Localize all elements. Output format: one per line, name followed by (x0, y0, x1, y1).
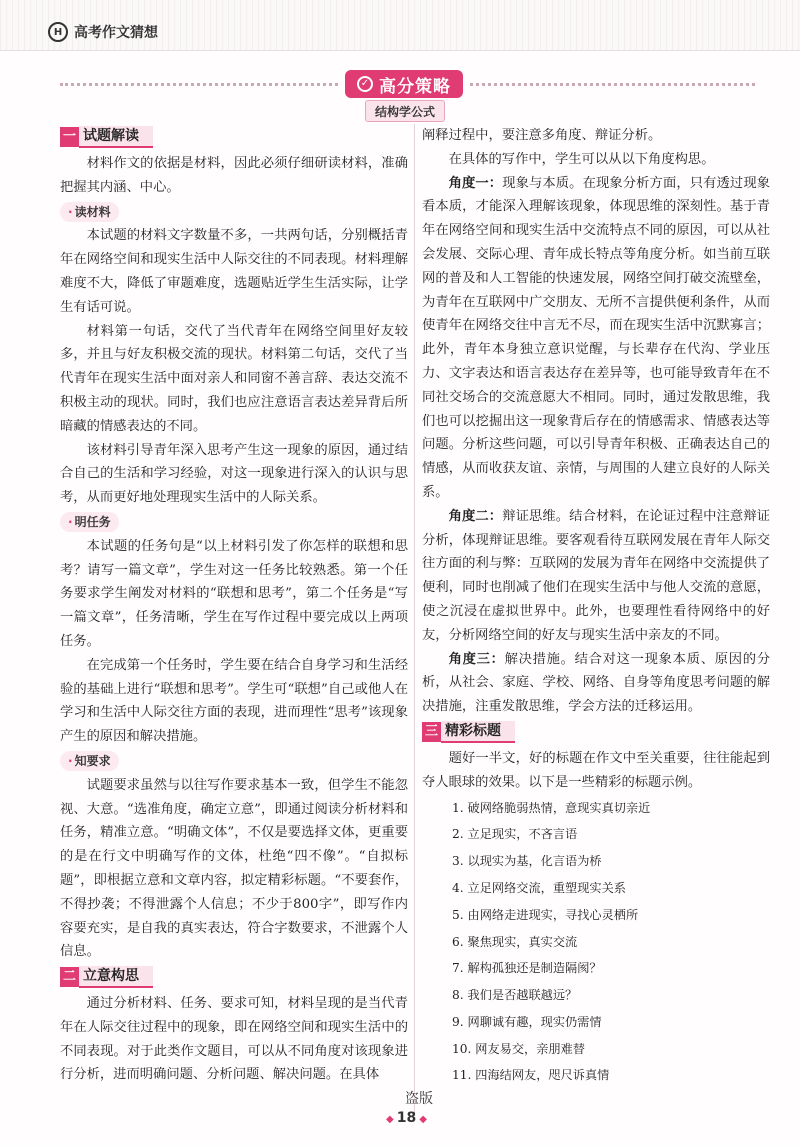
title-example: 9. 网聊诚有趣，现实仍需情 (452, 1014, 602, 1029)
section-title: 试题解读 (79, 126, 153, 148)
angle-text: 现象与本质。在现象分析方面，只有透过现象看本质，才能深入理解该现象，体现思维的深刻性。基于青年在网络空间和现实生活中交流特点不同的原因，可以从社会发展、交际心理、青年成长特点等角度分析。如当前互联网的普及和人工智能的快速发展，网络空间打破交流壁垒，为青年在互联网中广交朋友、无所不言提供便利条件，从而使青年在网络交往中言无不尽，而在现实生活中沉默寡言；此外，青年本身独立意识觉醒，与长辈存在代沟、学业压力、文字表达和语言表达存在差异等，也可能导致青年在不同社交场合的交流意愿大不相同。同时，通过发散思维，我们也可以挖掘出这一现象背后存在的情感需求、情感表达等问题。分析这些问题，可以引导青年积极、正确表达自己的情感，从而收获友谊、亲情，与周围的人建立良好的人际关系。 (422, 175, 771, 500)
title-example: 6. 聚焦现实，真实交流 (452, 934, 578, 949)
dotted-divider-right (470, 83, 755, 86)
paragraph: 题好一半文，好的标题在作文中至关重要，往往能起到夺人眼球的效果。以下是一些精彩的标题示例。 (422, 750, 770, 790)
brand (48, 22, 158, 42)
left-column (60, 124, 408, 1087)
right-column (422, 124, 770, 1089)
paragraph: 阐释过程中，要注意多角度、辩证分析。 (422, 128, 662, 143)
section-number: 三 (422, 722, 441, 742)
section-title: 立意构思 (79, 966, 153, 988)
book-title: 高考作文猜想 (74, 25, 158, 41)
paragraph: 在完成第一个任务时，学生要在结合自身学习和生活经验的基础上进行“联想和思考”。学生可“联想”自己或他人在学习和生活中人际交往方面的表现，进而理性“思考”该现象产生的原因和解决措施。 (60, 657, 408, 745)
paragraph: 本试题的任务句是“以上材料引发了你怎样的联想和思考？请写一篇文章”，学生对这一任务比较熟悉。第一个任务要求学生阐发对材料的“联想和思考”，第二个任务是“写一篇文章”，任务清晰，学生在写作过程中要完成以上两项任务。 (60, 538, 408, 649)
title-example: 3. 以现实为基，化言语为桥 (452, 854, 602, 869)
angle-paragraph (422, 172, 770, 505)
title-examples-list (422, 795, 770, 1090)
subsection-tag: · 知要求 (60, 751, 119, 771)
title-example: 5. 由网络走进现实，寻找心灵栖所 (452, 907, 639, 922)
section-number: 一 (60, 127, 79, 147)
check-circle-icon: ✓ (357, 76, 373, 92)
section-title: 精彩标题 (441, 721, 515, 743)
section-number: 二 (60, 967, 79, 987)
banner-subtitle: 结构学公式 (365, 100, 445, 122)
title-example: 8. 我们是否越联越远？ (452, 988, 578, 1003)
paragraph: 在具体的写作中，学生可以从以下角度构思。 (448, 151, 715, 167)
title-example: 10. 网友易交，亲朋难替 (452, 1041, 585, 1056)
paragraph: 本试题的材料文字数量不多，一共两句话，分别概括青年在网络空间和现实生活中人际交往的不同表现。材料理解难度不大，降低了审题难度，选题贴近学生生活实际，让学生有话可说。 (60, 228, 408, 315)
title-example: 7. 解构孤独还是制造隔阂？ (452, 961, 602, 976)
section-heading (422, 721, 770, 743)
title-example: 11. 四海结网友，咫尺诉真情 (452, 1068, 610, 1083)
section-banner (345, 70, 463, 98)
banner-title: 高分策略 (379, 76, 451, 97)
brand-logo-icon: H (48, 22, 68, 42)
paragraph: 材料第一句话，交代了当代青年在网络空间里好友较多，并且与好友积极交流的现状。材料第二句话，交代了当代青年在现实生活中面对亲人和同窗不善言辞、表达交流不积极主动的现状。同时，我们也应注意语言表达差异背后所暗藏的情感表达的不同。 (60, 323, 408, 434)
angle-label: 角度二： (448, 508, 503, 524)
header-bar (0, 0, 800, 51)
section-heading (60, 126, 408, 148)
angle-text: 解决措施。结合对这一现象本质、原因的分析，从社会、家庭、学校、网络、自身等角度思考问题的解决措施，注重发散思维，学会方法的迁移运用。 (422, 651, 771, 715)
dotted-divider-left (60, 83, 338, 86)
angle-paragraph (422, 505, 770, 648)
subsection-tag: · 明任务 (60, 512, 119, 532)
subsection-tag: · 读材料 (60, 202, 119, 222)
paragraph: 该材料引导青年深入思考产生这一现象的原因，通过结合自己的生活和学习经验，对这一现象进行深入的认识与思考，从而更好地处理现实生活中的人际关系。 (60, 442, 408, 506)
angle-paragraph (422, 648, 770, 719)
paragraph: 试题要求虽然与以往写作要求基本一致，但学生不能忽视、大意。“选准角度，确定立意”，即通过阅读分析材料和任务，精准立意。“明确文体”，不仅是要选择文体，更重要的是在行文中明确写作的文体，杜绝“四不像”。“自拟标题”，即根据立意和文章内容，拟定精彩标题。“不要套作，不得抄袭；不得泄露个人信息；不少于800字”，即写作内容要充实，是自我的真实表达，符合字数要求，不泄露个人信息。 (60, 777, 408, 960)
title-example: 2. 立足现实，不吝言语 (452, 827, 578, 842)
page-number: ◆ 18 ◆ (386, 1110, 427, 1126)
paragraph: 材料作文的依据是材料，因此必须仔细研读材料，准确把握其内涵、中心。 (60, 156, 408, 195)
paragraph: 通过分析材料、任务、要求可知，材料呈现的是当代青年在人际交往过程中的现象，即在网络空间和现实生活中的不同表现。对于此类作文题目，可以从不同角度对该现象进行分析，进而明确问题、分析问题、解决问题。在具体 (60, 996, 408, 1083)
column-divider (414, 124, 415, 1116)
watermark-label: 盗版 (405, 1091, 433, 1107)
title-example: 1. 破网络脆弱热情，意现实真切亲近 (452, 800, 651, 815)
angle-label: 角度三： (448, 651, 505, 667)
section-heading (60, 966, 408, 988)
angle-text: 辩证思维。结合材料，在论证过程中注意辩证分析，体现辩证思维。要客观看待互联网发展在青年人际交往方面的利与弊：互联网的发展为青年在网络中交流提供了便利，同时也削减了他们在现实生活中与他人交流的意愿，使之沉浸在虚拟世界中。此外，也要理性看待网络中的好友，分析网络空间的好友与现实生活中亲友的不同。 (422, 508, 771, 643)
angle-label: 角度一： (448, 175, 503, 191)
title-example: 4. 立足网络交流，重塑现实关系 (452, 880, 626, 895)
